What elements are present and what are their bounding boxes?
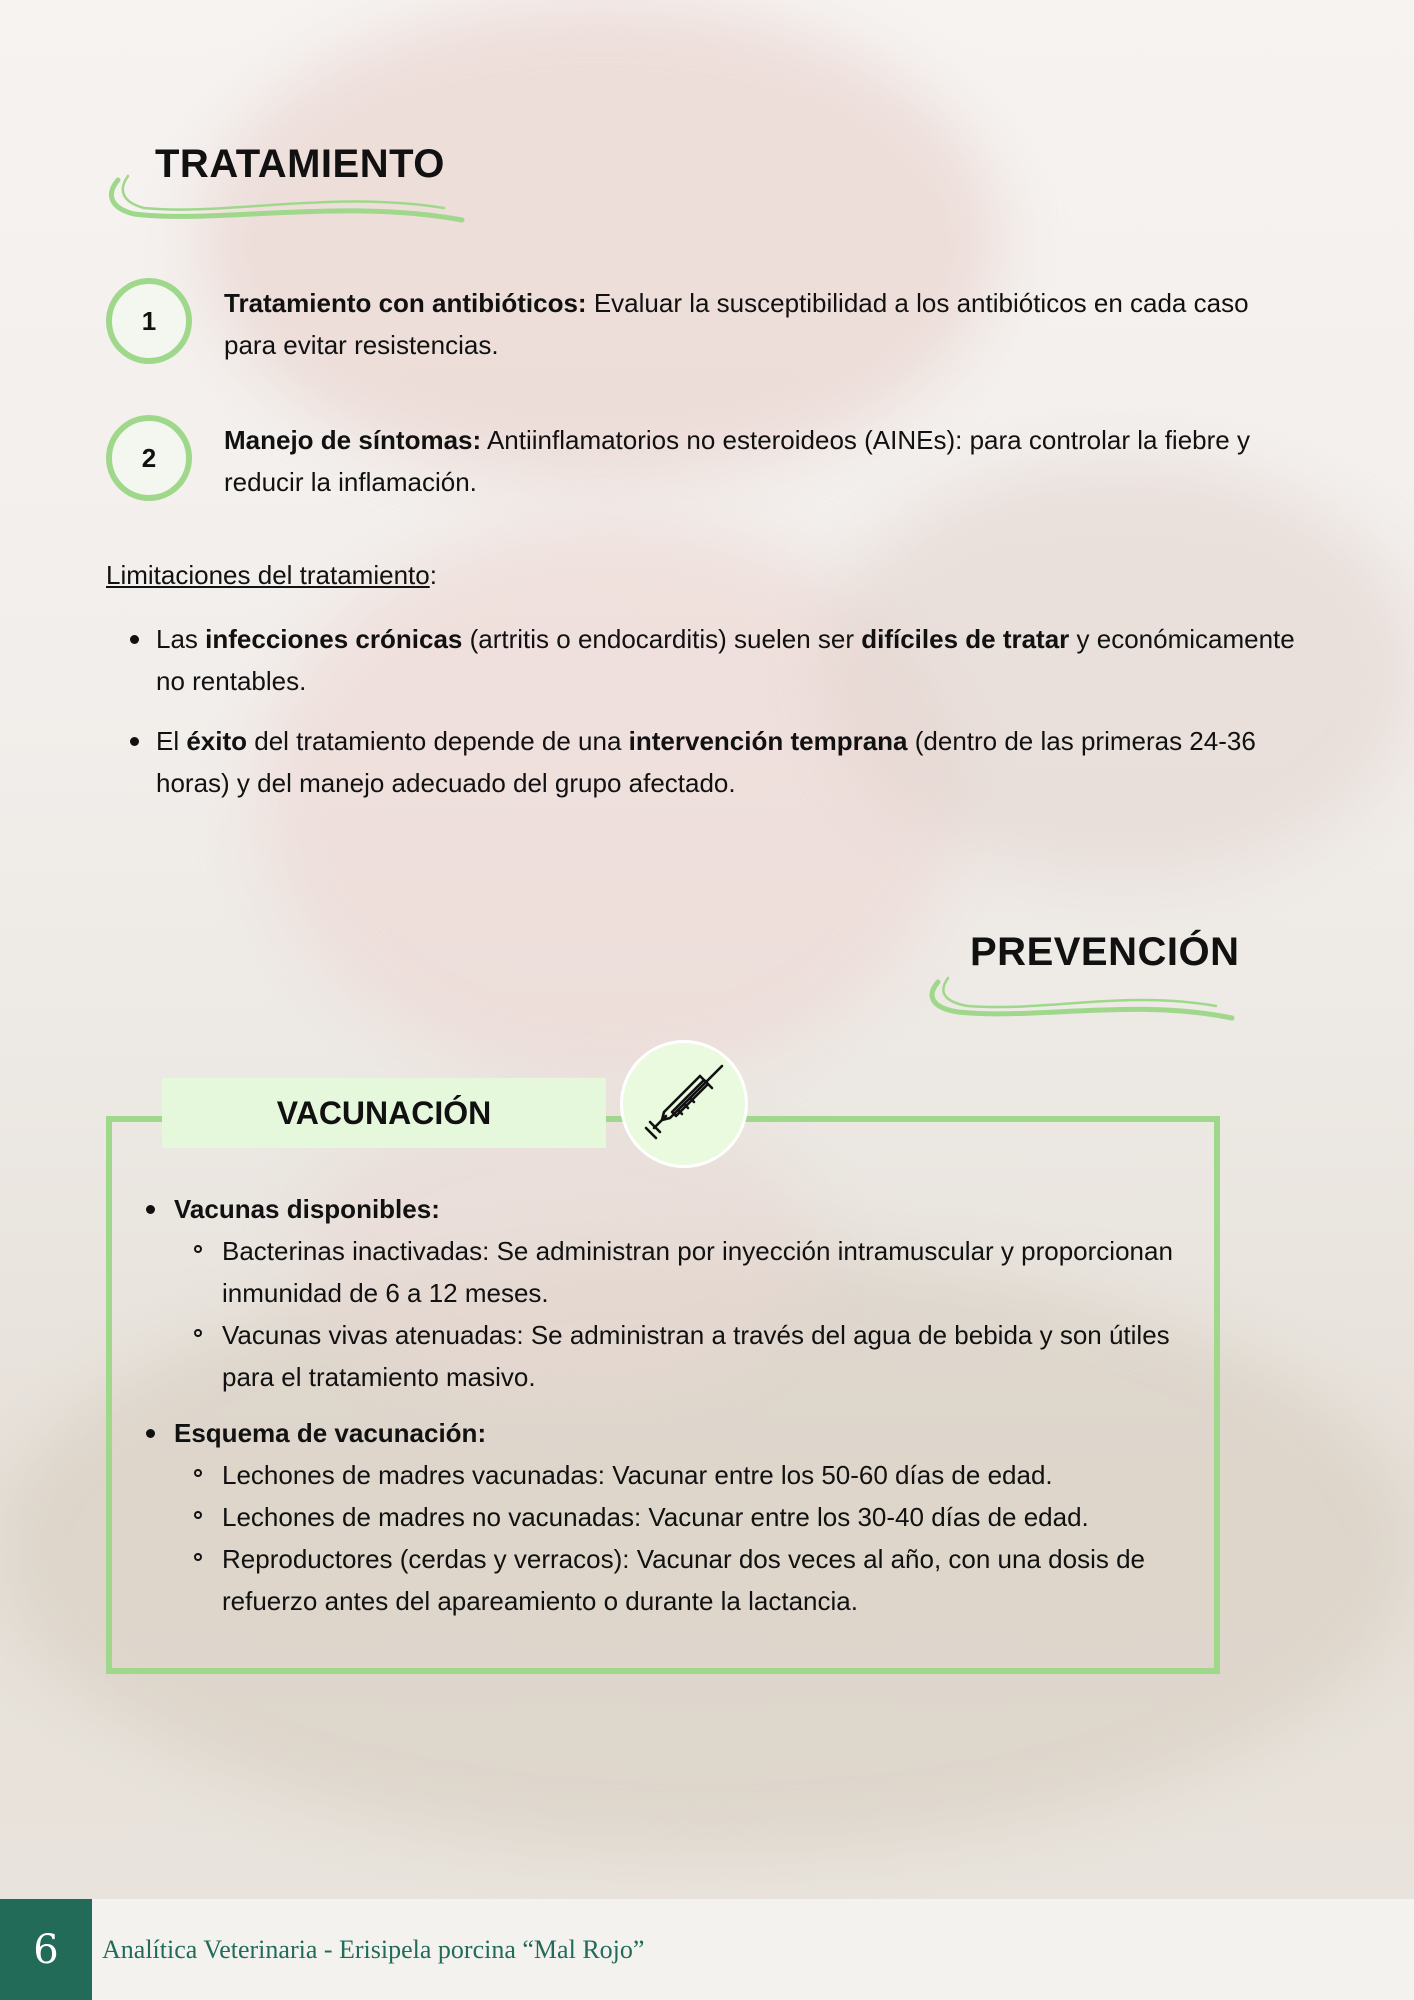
page-number: 6: [0, 1899, 92, 2000]
syringe-icon-badge: [620, 1040, 748, 1168]
limitations-list: [106, 618, 1306, 822]
list-item: [106, 720, 1306, 804]
vaccination-tab-label: VACUNACIÓN: [162, 1078, 606, 1148]
vaccination-group-title: Vacunas disponibles:: [174, 1194, 440, 1224]
list-item: Bacterinas inactivadas: Se administran por inyección intramuscular y proporcionan inmunidad de 6 a 12 meses.: [174, 1230, 1216, 1314]
list-item-text: del tratamiento depende de una: [247, 726, 629, 756]
step-number-badge: 2: [106, 415, 192, 501]
list-item: Lechones de madres no vacunadas: Vacunar entre los 30-40 días de edad.: [174, 1496, 1216, 1538]
treatment-item-description: Antiinflamatorios no esteroideos (AINEs): para controlar la fiebre y reducir la inflamación.: [224, 425, 1250, 497]
step-number-badge: 1: [106, 278, 192, 364]
vaccination-sublist: [174, 1454, 1216, 1622]
list-item-text: (artritis o endocarditis) suelen ser: [462, 624, 862, 654]
title-swoosh-decoration: [924, 976, 1236, 1026]
list-item-emphasis: infecciones crónicas: [205, 624, 463, 654]
footer-title: Analítica Veterinaria - Erisipela porcina “Mal Rojo”: [102, 1935, 645, 1964]
list-item-emphasis: difíciles de tratar: [861, 624, 1070, 654]
list-item-emphasis: intervención temprana: [628, 726, 908, 756]
treatment-item-text: [224, 419, 1294, 503]
vaccination-group-title: Esquema de vacunación:: [174, 1418, 487, 1448]
treatment-item-heading: Tratamiento con antibióticos:: [224, 288, 587, 318]
list-item: [136, 1412, 1216, 1622]
list-item-emphasis: éxito: [186, 726, 248, 756]
prevencion-title: PREVENCIÓN: [970, 930, 1240, 974]
page-footer: [0, 1899, 1414, 2000]
treatment-item-description: Evaluar la susceptibilidad a los antibióticos en cada caso para evitar resistencias.: [224, 288, 1249, 360]
limitations-label: [106, 560, 437, 591]
vaccination-list: [136, 1188, 1216, 1636]
list-item: Reproductores (cerdas y verracos): Vacunar dos veces al año, con una dosis de refuerzo antes del apareamiento o durante la lactancia.: [174, 1538, 1216, 1622]
list-item-text: Las: [156, 624, 206, 654]
title-swoosh-decoration: [104, 172, 466, 228]
list-item-text: El: [156, 726, 187, 756]
list-item-text: (dentro de las primeras 24-36 horas) y del manejo adecuado del grupo afectado.: [156, 726, 1256, 798]
treatment-item-text: [224, 282, 1294, 366]
syringe-icon: [642, 1062, 726, 1146]
list-item: [136, 1188, 1216, 1398]
list-item: [106, 618, 1306, 702]
list-item: Lechones de madres vacunadas: Vacunar entre los 50-60 días de edad.: [174, 1454, 1216, 1496]
limitations-label-text: Limitaciones del tratamiento: [106, 560, 430, 590]
list-item: Vacunas vivas atenuadas: Se administran a través del agua de bebida y son útiles para el tratamiento masivo.: [174, 1314, 1216, 1398]
limitations-label-colon: :: [429, 560, 437, 590]
vaccination-sublist: [174, 1230, 1216, 1398]
list-item-text: y económicamente no rentables.: [156, 624, 1295, 696]
treatment-item-heading: Manejo de síntomas:: [224, 425, 482, 455]
tratamiento-title: TRATAMIENTO: [155, 142, 445, 186]
background-shape: [200, 0, 1000, 480]
